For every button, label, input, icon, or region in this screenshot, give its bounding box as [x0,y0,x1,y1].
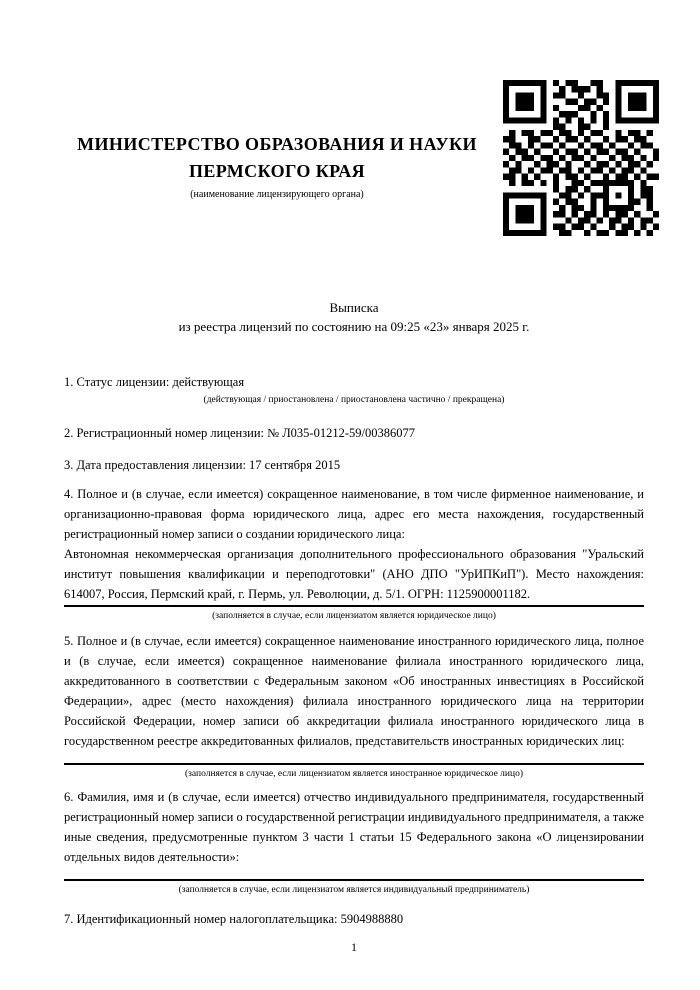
ministry-name-note: (наименование лицензирующего органа) [190,189,364,200]
item-entrepreneur-label: 6. Фамилия, имя и (в случае, если имеется) отчество индивидуального предпринимателя, государственный регистрационный номер записи о государственной регистрации индивидуального предпринимателя, а также иные сведения, предусмотренные пунктом 3 части 1 статьи 15 Федерального закона «О лицензировании отдельных видов деятельности»: [64,790,644,864]
document-title [64,298,644,336]
item-registration-number: 2. Регистрационный номер лицензии: № Л035-01212-59/00386077 [64,426,415,440]
document-title-line1: Выписка [329,300,379,315]
item-license-status: 1. Статус лицензии: действующая [64,375,245,389]
item-entrepreneur-fill-line [64,873,644,881]
item-taxpayer-number: 7. Идентификационный номер налогоплательщика: 5904988880 [64,912,404,926]
item-legal-entity-note: (заполняется в случае, если лицензиатом является юридическое лицо) [212,611,496,621]
item-foreign-entity-fill-line [64,757,644,765]
item-legal-entity-value: Автономная некоммерческая организация дополнительного профессионального образования "Уральский институт повышения квалификации и переподготовки" (АНО ДПО "УрИПКиП"). Место нахождения: 614007, Россия, Пермский край, г. Пермь, ул. Революции, д. 5/1. ОГРН: 1125900001182. [64,544,644,607]
item-license-date: 3. Дата предоставления лицензии: 17 сентября 2015 [64,458,341,472]
document-title-line2: из реестра лицензий по состоянию на 09:25 «23» января 2025 г. [178,319,530,334]
ministry-name-line2: ПЕРМСКОГО КРАЯ [188,161,366,181]
item-foreign-entity-label: 5. Полное и (в случае, если имеется) сокращенное наименование иностранного юридического лица, полное и (в случае, если имеется) сокращенное наименование филиала иностранного юридического лица, аккредитованного в соответствии с Федеральным законом «Об иностранных инвестициях в Российской Федерации», адрес (место нахождения) филиала иностранного юридического лица на территории Российской Федерации, номер записи об аккредитации филиала иностранного юридического лица в государственном реестре аккредитованных филиалов, представительств иностранных юридических лиц: [64,634,644,748]
licensing-authority-header [64,131,490,201]
item-foreign-entity-note: (заполняется в случае, если лицензиатом является иностранное юридическое лицо) [185,769,523,779]
item-legal-entity-label: 4. Полное и (в случае, если имеется) сокращенное наименование, в том числе фирменное наименование, и организационно-правовая форма юридического лица, адрес его места нахождения, государственный регистрационный номер записи о создании юридического лица: [64,487,644,541]
page-number: 1 [351,940,357,954]
document-body [64,298,644,955]
item-license-status-note: (действующая / приостановлена / приостановлена частично / прекращена) [203,395,505,405]
qr-code-icon [503,80,659,236]
qr-code-svg [503,80,659,236]
item-entrepreneur-note: (заполняется в случае, если лицензиатом является индивидуальный предприниматель) [178,885,530,895]
ministry-name-line1: МИНИСТЕРСТВО ОБРАЗОВАНИЯ И НАУКИ [77,134,477,154]
